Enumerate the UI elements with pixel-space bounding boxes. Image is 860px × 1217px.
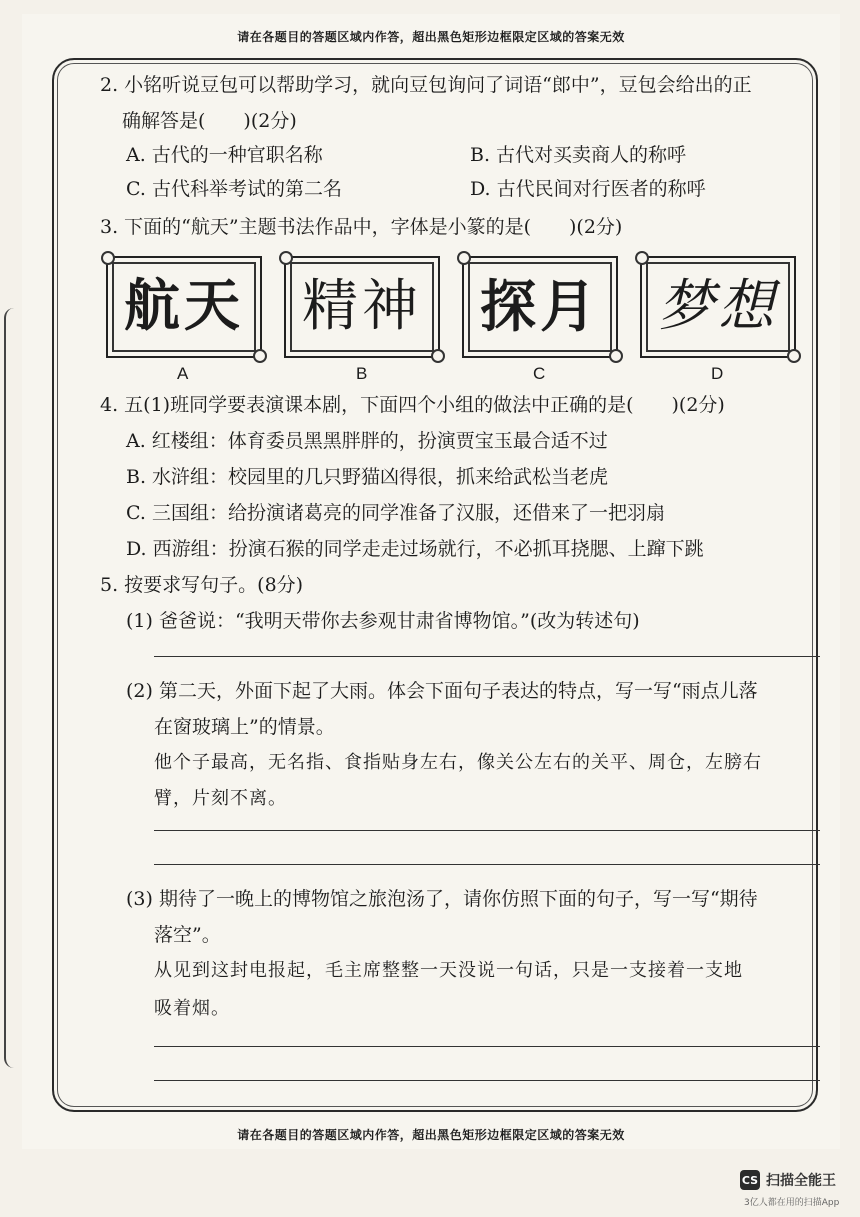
question-3-text: 3. 下面的“航天”主题书法作品中，字体是小篆的是( )(2分) bbox=[100, 216, 623, 238]
question-2-option-c: C. 古代科举考试的第二名 bbox=[126, 178, 342, 200]
question-5-sub-2-line-2: 在窗玻璃上”的情景。 bbox=[154, 716, 335, 738]
question-5-sub-1: (1) 爸爸说：“我明天带你去参观甘肃省博物馆。”(改为转述句) bbox=[126, 610, 640, 632]
calligraphy-label-b: B bbox=[356, 364, 368, 383]
question-5-sub-3-line-2: 落空”。 bbox=[154, 924, 221, 946]
question-5-sub-2-example-line-2: 臂，片刻不离。 bbox=[154, 788, 287, 809]
calligraphy-label-d: D bbox=[711, 364, 724, 383]
calligraphy-work-a bbox=[106, 256, 262, 358]
calligraphy-work-c bbox=[462, 256, 618, 358]
question-5-text: 5. 按要求写句子。(8分) bbox=[100, 574, 304, 596]
question-4-option-d: D. 西游组：扮演石猴的同学走走过场就行，不必抓耳挠腮、上蹿下跳 bbox=[126, 538, 704, 560]
question-5-sub-3-line-1: (3) 期待了一晚上的博物馆之旅泡汤了，请你仿照下面的句子，写一写“期待 bbox=[126, 888, 758, 910]
calligraphy-work-b bbox=[284, 256, 440, 358]
calligraphy-chars-a: 航天 bbox=[124, 274, 244, 339]
answer-line-5[interactable] bbox=[154, 1080, 820, 1081]
scanner-app-name: 扫描全能王 bbox=[766, 1173, 836, 1189]
calligraphy-chars-c: 探月 bbox=[480, 275, 600, 338]
question-2-line-2: 确解答是( )(2分) bbox=[122, 110, 297, 132]
binding-edge-mark bbox=[4, 308, 14, 1068]
scanner-tagline: 3亿人都在用的扫描App bbox=[744, 1198, 840, 1208]
question-4-option-b: B. 水浒组：校园里的几只野猫凶得很，抓来给武松当老虎 bbox=[126, 466, 609, 488]
footer-notice: 请在各题目的答题区域内作答，超出黑色矩形边框限定区域的答案无效 bbox=[237, 1128, 625, 1142]
question-2-line-1: 2. 小铭听说豆包可以帮助学习，就向豆包询问了词语“郎中”，豆包会给出的正 bbox=[100, 74, 752, 96]
question-4-text: 4. 五(1)班同学要表演课本剧，下面四个小组的做法中正确的是( )(2分) bbox=[100, 394, 725, 416]
question-4-option-c: C. 三国组：给扮演诸葛亮的同学准备了汉服，还借来了一把羽扇 bbox=[126, 502, 665, 524]
calligraphy-chars-d: 梦想 bbox=[658, 274, 778, 339]
question-5-sub-2-example-line-1: 他个子最高，无名指、食指贴身左右，像关公左右的关平、周仓，左膀右 bbox=[154, 752, 762, 773]
question-4-option-a: A. 红楼组：体育委员黑黑胖胖的，扮演贾宝玉最合适不过 bbox=[126, 430, 608, 452]
header-notice: 请在各题目的答题区域内作答，超出黑色矩形边框限定区域的答案无效 bbox=[237, 30, 625, 44]
answer-line-4[interactable] bbox=[154, 1046, 820, 1047]
calligraphy-label-a: A bbox=[177, 364, 189, 383]
answer-line-3[interactable] bbox=[154, 864, 820, 865]
question-5-sub-3-example-line-2: 吸着烟。 bbox=[154, 998, 230, 1019]
scanner-logo-icon: CS bbox=[740, 1170, 760, 1190]
calligraphy-work-d bbox=[640, 256, 796, 358]
answer-line-1[interactable] bbox=[154, 656, 820, 657]
calligraphy-label-c: C bbox=[533, 364, 546, 383]
question-5-sub-2-line-1: (2) 第二天，外面下起了大雨。体会下面句子表达的特点，写一写“雨点儿落 bbox=[126, 680, 758, 702]
question-2-option-a: A. 古代的一种官职名称 bbox=[126, 144, 323, 166]
question-2-option-b: B. 古代对买卖商人的称呼 bbox=[470, 144, 687, 166]
answer-line-2[interactable] bbox=[154, 830, 820, 831]
calligraphy-chars-b: 精神 bbox=[302, 274, 422, 339]
question-2-option-d: D. 古代民间对行医者的称呼 bbox=[470, 178, 706, 200]
question-5-sub-3-example-line-1: 从见到这封电报起，毛主席整整一天没说一句话，只是一支接着一支地 bbox=[154, 960, 743, 981]
exam-sheet bbox=[22, 14, 840, 1149]
